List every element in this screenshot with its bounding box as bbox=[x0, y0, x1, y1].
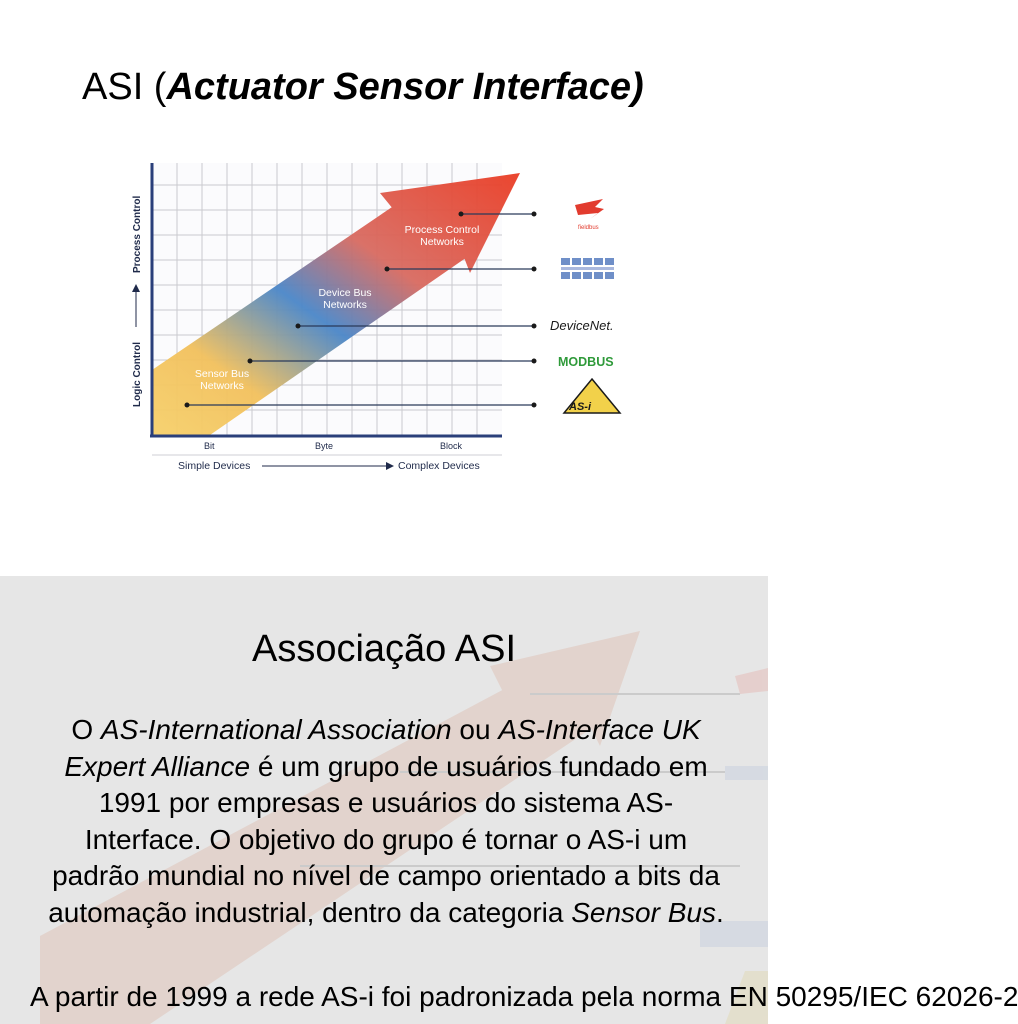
dot-modbus-end bbox=[532, 359, 537, 364]
modbus-logo-text: MODBUS bbox=[558, 355, 614, 369]
slide-1 bbox=[0, 0, 768, 576]
dot-profibus-start bbox=[385, 267, 390, 272]
y-axis-top-label: Process Control bbox=[132, 195, 143, 273]
region-device-line1: Device Bus bbox=[318, 287, 372, 299]
region-device-line2: Networks bbox=[323, 299, 367, 311]
p1-c: ou bbox=[451, 714, 499, 745]
slide-2 bbox=[0, 576, 1018, 1024]
x-tick-bit: Bit bbox=[204, 441, 215, 451]
p1-g: . bbox=[715, 896, 724, 928]
dot-asi-end bbox=[532, 403, 537, 408]
dot-fieldbus-end bbox=[532, 212, 537, 217]
dot-fieldbus-start bbox=[459, 212, 464, 217]
x-axis-arrow-head bbox=[386, 462, 394, 470]
watermark-fieldbus bbox=[735, 668, 768, 694]
p1-e: é um grupo de usuários fundado em 1991 por empresas e usuários do sistema AS-Interface. O objetivo do grupo é tornar o AS-i um padrão mundial no nível de campo orientado a bits da automação industrial, dentro da categoria bbox=[48, 750, 720, 928]
p1-f: Sensor Bus bbox=[571, 896, 716, 928]
modbus-logo bbox=[557, 354, 625, 369]
region-process-line2: Networks bbox=[420, 236, 464, 248]
asi-logo bbox=[564, 379, 620, 413]
dot-devicenet-start bbox=[296, 324, 301, 329]
dot-asi-start bbox=[185, 403, 190, 408]
title-plain: ASI ( bbox=[82, 66, 167, 108]
devicenet-logo: DeviceNet. bbox=[550, 318, 614, 333]
p1-d: AS-Interface UK Expert Alliance bbox=[64, 714, 701, 782]
slide-2-title: Associação ASI bbox=[251, 628, 517, 670]
x-tick-byte: Byte bbox=[315, 441, 334, 451]
fieldbus-logo-text: fieldbus bbox=[578, 225, 599, 231]
y-axis-arrow-head bbox=[132, 284, 140, 292]
association-paragraph bbox=[48, 712, 724, 931]
y-axis-bottom-label: Logic Control bbox=[132, 342, 143, 407]
fieldbus-logo bbox=[575, 199, 604, 231]
dot-devicenet-end bbox=[532, 324, 537, 329]
dot-profibus-end bbox=[532, 267, 537, 272]
watermark-profibus bbox=[725, 766, 768, 780]
asi-logo-text: AS-i bbox=[569, 401, 591, 413]
x-axis-left-label: Simple Devices bbox=[178, 460, 251, 472]
p1-a: O bbox=[71, 714, 101, 745]
dot-modbus-start bbox=[248, 359, 253, 364]
p1-b: AS-International Association bbox=[100, 714, 452, 745]
profibus-logo bbox=[561, 258, 614, 279]
region-process-line1: Process Control bbox=[404, 224, 480, 236]
x-axis-right-label: Complex Devices bbox=[398, 460, 480, 472]
region-sensor-line2: Networks bbox=[200, 380, 244, 392]
network-hierarchy-diagram bbox=[120, 155, 640, 485]
x-tick-block: Block bbox=[440, 441, 463, 451]
slide-1-title bbox=[82, 66, 644, 109]
title-emphasis: Actuator Sensor Interface) bbox=[166, 66, 644, 108]
region-sensor-line1: Sensor Bus bbox=[194, 368, 250, 380]
standardization-paragraph: A partir de 1999 a rede AS-i foi padronizada pela norma EN 50295/IEC 62026-2 bbox=[30, 981, 1018, 1012]
